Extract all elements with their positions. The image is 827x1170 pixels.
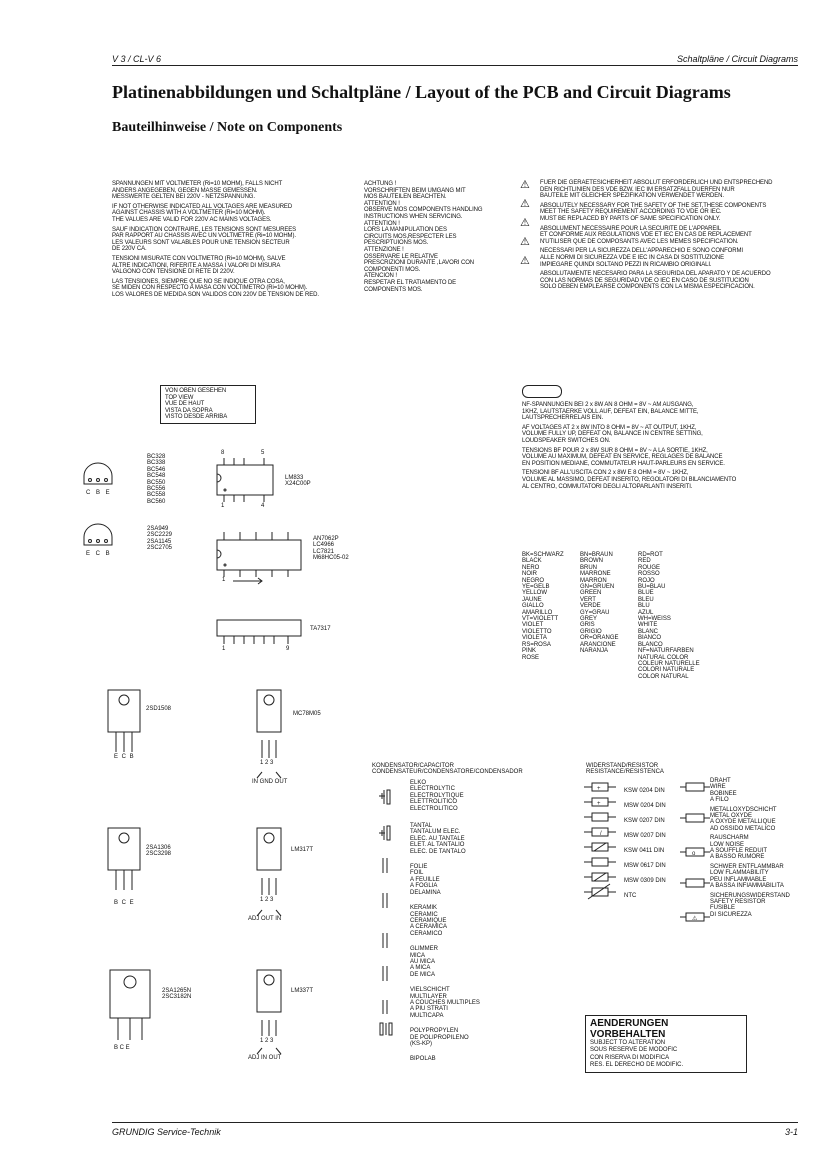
warning-triangle-icon: ⚠ [520, 236, 530, 248]
voltage-note-line: LAS TENSIONES, SIEMPRE QUE NO SE INDIQUE OTRA COSA, [112, 278, 285, 285]
capacitor-type-line: POLYPROPYLEN [410, 1028, 459, 1035]
capacitor-type-line: ELET. AL TANTALIO [410, 842, 465, 849]
safety-note-line: ABSOLUTELY NECESSARY FOR THE SAFETY OF THE SET,THESE COMPONENTS [540, 202, 767, 209]
resistor-kind-line: A BASSO RUMORE [710, 854, 765, 861]
mos-note-line: VORSCHRIFTEN BEIM UMGANG MIT [364, 187, 466, 194]
to220-lm317t [257, 828, 281, 870]
mos-note-line: COMPONENTS MOS. [364, 286, 423, 293]
color-code: AMARILLO [522, 609, 553, 616]
nf-note-line: LOUDSPEAKER SWITCHES ON. [522, 437, 611, 444]
mos-note-line: LORS LA MANIPULATION DES [364, 227, 447, 234]
color-code: BK=SCHWARZ [522, 552, 564, 558]
voltage-note-line: PAR RAPPORT AU CHASSIS AVEC UN VOLTMETRE (Ri=10 MOHM). [112, 233, 296, 240]
nf-notes [522, 402, 736, 490]
mos-note-line: COMPONENTI MOS. [364, 266, 421, 273]
resistor-kind-line: A FILO [710, 797, 729, 804]
safety-note-line: ABSOLUMENT NECESSAIRE POUR LA SECURITE DE L'APPAREIL [540, 225, 722, 232]
capacitor-type-line: ELECTROLYTIQUE [410, 792, 464, 799]
resistor-heading [586, 763, 664, 776]
capacitor-type-line: DE POLIPROPILENO [410, 1034, 469, 1041]
lm833-pin-1: 1 [221, 503, 225, 509]
to220-mc78m05 [257, 690, 281, 732]
mos-note-line: ATTENTION ! [364, 200, 400, 207]
label-2sd1508: 2SD1508 [146, 706, 172, 712]
ic-type: M68HC05-02 [313, 555, 349, 562]
an7062-label [313, 536, 349, 562]
transistor-type: 2SA949 [147, 526, 169, 532]
capacitor-type-line: AU MICA [410, 958, 436, 965]
transistor-type: 2SC3182N [162, 994, 192, 1001]
capacitor-type-line: CERAMIC [410, 911, 438, 918]
capacitor-type-line: ELKO [410, 780, 427, 786]
resistor-kind-line: PEU INFLAMMABLE [710, 876, 767, 883]
pins-2sa1265n: B C E [114, 1045, 130, 1051]
nf-note-line: VOLUME AU MAXIMUM, DEFEAT EN SERVICE, REGLAGES DE BALANCE [522, 454, 723, 461]
an7062-pin-1: 1 [222, 577, 226, 583]
color-code: BN=BRAUN [580, 552, 613, 558]
color-code: GIALLO [522, 603, 544, 610]
mos-note-line: ATENCION ! [364, 273, 397, 280]
fn-lm317t: ADJ OUT IN [248, 916, 282, 922]
color-code: AZUL [638, 609, 654, 616]
mos-note-line: ATTENZIONE ! [364, 246, 404, 253]
transistor-type: 2SA1306 [146, 845, 171, 851]
mos-note-line: ACHTUNG ! [364, 181, 397, 187]
resistor-kind-line: LOW FLAMMABILITY [710, 870, 769, 877]
label-lm337t: LM337T [291, 988, 314, 994]
footer-left: GRUNDIG Service-Technik [112, 1127, 221, 1137]
ic-type: LC4966 [313, 542, 335, 549]
voltage-note-line: THE VALUES ARE VALID FOR 220V AC MAINS VOLTAGES. [112, 216, 272, 223]
transistor-type: 2SC3298 [146, 851, 172, 858]
resistor-heading-line: WIDERSTAND/RESISTOR [586, 763, 659, 769]
resistor-mark-o: o [692, 851, 696, 857]
page-subtitle: Bauteilhinweise / Note on Components [112, 120, 343, 135]
transistor-type: BC556 [147, 486, 166, 493]
pins-2sd1508: E C B [114, 754, 135, 760]
resistor-kind-line: DI SICUREZZA [710, 911, 752, 918]
color-code: BLU [638, 603, 650, 610]
color-code: ARANCIONE [580, 641, 616, 648]
voltage-note-line: ANDERS ANGEGEBEN, GEGEN MASSE GEMESSEN. [112, 187, 258, 194]
color-code: PINK [522, 648, 537, 655]
color-code: YE=GELB [522, 584, 550, 591]
capacitor-type-line: ELETTROLITICO [410, 799, 458, 806]
nf-note-line: 1KHZ, LAUTSTAERKE VOLL AUF, DEFEAT EIN, BALANCE MITTE, [522, 408, 699, 415]
resistor-kind-line: METAL OXYDE [710, 813, 753, 820]
label-2sa1306 [146, 845, 171, 858]
transistor-group1-list [147, 454, 165, 505]
safety-note-line: DEN RICHTLINIEN DES VDE BZW. IEC IM ERSATZFALL DUERFEN NUR [540, 186, 735, 193]
mos-note-line: OSSERVARE LE RELATIVE [364, 253, 438, 260]
transistor-type: BC558 [147, 492, 166, 499]
mos-note-line: OBSERVE MOS COMPONENTS HANDLING [364, 207, 483, 214]
color-code-col1 [522, 552, 564, 661]
color-code: BLACK [522, 558, 542, 565]
capacitor-type-line: DELAMINA [410, 889, 441, 896]
fn-mc78m05: IN GND OUT [252, 779, 288, 785]
dip-package-an7062 [217, 540, 301, 570]
resistor-kind-line: METALLOXYDSCHICHT [710, 806, 777, 813]
to92-package-2 [84, 524, 112, 545]
color-code: NEGRO [522, 577, 545, 584]
warning-triangle-icon: ⚠ [520, 217, 530, 229]
color-code: GN=GRUEN [580, 584, 615, 591]
pins-lm317t: 1 2 3 [260, 897, 274, 903]
safety-note-line: NECESSARI PER LA SICUREZZA DELL'APPARECHIO E SONO CONFORMI [540, 248, 743, 255]
capacitor-type-line: KERAMIK [410, 905, 438, 912]
resistor-kind-line: A OXYDE METALLIQUE [710, 819, 776, 826]
resistor-kinds [710, 778, 790, 918]
lm833-pin-8: 8 [221, 450, 225, 456]
capacitor-type-line: A FEUILLE [410, 876, 440, 883]
color-code: BLEU [638, 596, 654, 603]
color-code: BRUN [580, 564, 598, 571]
voltage-note-line: SPANNUNGEN MIT VOLTMETER (Ri=10 MOHM), FALLS NICHT [112, 181, 283, 187]
safety-note-line: CON LAS NORMAS DE SEGURIDAD VDE O IEC EN CASO DE SUSTITUCION [540, 277, 749, 284]
to220-lm337t [257, 970, 281, 1012]
label-2sa1265n [162, 988, 191, 1001]
color-code: BROWN [580, 558, 603, 565]
changes-title: AENDERUNGEN VORBEHALTEN [590, 1018, 669, 1040]
color-code: GREY [580, 616, 598, 623]
nf-note-line: TENSIONS BF POUR 2 x 8W SUR 8 OHM = 8V ~ A LA SORTIE, 1KHZ, [522, 447, 708, 454]
footer-rule [112, 1122, 798, 1123]
capacitor-type-line: A PIU STRATI [410, 1006, 448, 1013]
sip-package [217, 620, 301, 636]
resistor-type: KSW 0207 DIN [624, 818, 665, 824]
top-view-line: VON OBEN GESEHEN [165, 388, 227, 394]
top-view-line: TOP VIEW [165, 394, 194, 401]
capacitor-type-line: ELECTROLITICO [410, 805, 458, 812]
lm833-pin-5: 5 [261, 450, 265, 456]
ta7317-pin-9: 9 [286, 646, 290, 652]
mos-note-line: PESCRIPTUIONS MOS. [364, 240, 429, 247]
voltage-note-line: VALGONO CON TENSIONE DI RETE DI 220V. [112, 269, 235, 276]
color-code: NATURAL COLOR [638, 654, 689, 661]
capacitor-type-line: TANTALUM ELEC. [410, 829, 461, 836]
dip8-package [217, 465, 273, 495]
resistor-kind-line: RAUSCHARM [710, 835, 749, 842]
color-code: COLOR NATURAL [638, 673, 689, 680]
mos-note-line: MOS BAUTEILEN BEACHTEN. [364, 194, 447, 201]
color-code: ROUGE [638, 564, 661, 571]
warning-triangle-icon: ⚠ [520, 179, 530, 191]
oval-symbol [522, 385, 562, 398]
mos-note-line: ATTENTION ! [364, 220, 400, 227]
capacitor-type-line: CERAMIQUE [410, 917, 447, 924]
voltage-note-line: MESSWERTE GELTEN BEI 220V - NETZSPANNUNG. [112, 194, 255, 201]
resistor-kind-line: DRAHT [710, 778, 731, 784]
pins-lm337t: 1 2 3 [260, 1038, 274, 1044]
color-code: ROSE [522, 654, 540, 661]
resistor-mark-plus: + [597, 786, 601, 792]
color-code-col3 [638, 552, 700, 680]
changes-line: SUBJECT TO ALTERATION [590, 1040, 666, 1046]
resistor-kind-line: A BASSA INFIAMMABILITA [710, 883, 784, 890]
color-code: BU=BLAU [638, 584, 666, 591]
safety-notes [540, 180, 772, 291]
ic-type: AN7062P [313, 536, 339, 542]
color-code: JAUNE [522, 596, 542, 603]
color-code: BLANC [638, 628, 659, 635]
lm833-pin-4: 4 [261, 503, 265, 509]
capacitor-type-line: A COUCHES MULTIPLES [410, 999, 480, 1006]
voltage-note-line: DE 220V CA. [112, 246, 147, 253]
voltage-notes [112, 181, 319, 299]
safety-note-line: MEET THE SAFETY REQUIREMENT ACCORDING TO VDE OR IEC. [540, 209, 722, 216]
resistor-kind-line: AD OSSIDO METALICO [710, 825, 776, 832]
color-code: MARRONE [580, 571, 611, 578]
color-code: COLEUR NATURELLE [638, 660, 700, 667]
resistor-kind-line: SICHERUNGSWIDERSTAND [710, 892, 790, 899]
safety-note-line: ABSOLUTAMENTE NECESARIO PARA LA SEGURIDA DEL APARATO Y DE ACUERDO [540, 271, 771, 278]
top-view-line: VISTO DESDE ARRIBA [165, 414, 228, 421]
nf-note-line: NF-SPANNUNGEN BEI 2 x 8W AN 8 OHM = 8V ~ AM AUSGANG, [522, 402, 694, 408]
changes-line: SOUS RESERVE DE MODOFIC [590, 1047, 678, 1054]
resistor-kind-line: A SOUFFLE REDUIT [710, 848, 768, 855]
capacitor-type-line: A FOGLIA [410, 883, 438, 890]
color-code: VIOLETA [522, 635, 547, 642]
ta7317-label: TA7317 [310, 626, 331, 632]
color-code: NARANJA [580, 648, 609, 655]
to220-2sa1306 [108, 828, 140, 870]
voltage-note-line: SAUF INDICATION CONTRAIRE, LES TENSIONS SONT MESUREES [112, 226, 297, 233]
transistor-type: 2SC2705 [147, 545, 173, 552]
top-view-line: VISTA DA SOPRA [165, 407, 213, 414]
color-code: NOIR [522, 571, 537, 578]
capacitor-type-line: VIELSCHICHT [410, 987, 450, 994]
capacitor-heading-line: KONDENSATOR/CAPACITOR [372, 763, 454, 769]
nf-note-line: AL CENTRO, COMMUTATORI DEGLI ALTOPARLANTI INSERITI. [522, 483, 693, 490]
nf-note-line: AF VOLTAGES AT 2 x 8W INTO 8 OHM = 8V ~ AT OUTPUT, 1KHZ, [522, 424, 697, 431]
capacitor-type-line: GLIMMER [410, 946, 439, 953]
resistor-type: KSW 0411 DIN [624, 848, 665, 854]
capacitor-items [410, 780, 480, 1063]
top-view-box [160, 385, 256, 424]
resistor-type: MSW 0617 DIN [624, 863, 666, 869]
page-title: Platinenabbildungen und Schaltpläne / Layout of the PCB and Circuit Diagrams [112, 82, 731, 102]
color-code: WH=WEISS [638, 616, 671, 623]
ic-type: LC7821 [313, 548, 335, 555]
color-code: GREEN [580, 590, 602, 597]
mos-note-line: INSTRUCTIONS WHEN SERVICING. [364, 213, 463, 220]
color-code: BLUE [638, 590, 654, 597]
changes-line: CON RISERVA DI MODIFICA [590, 1054, 670, 1061]
capacitor-type-line: MULTILAYER [410, 993, 447, 1000]
safety-note-line: FUER DIE GERAETESICHERHEIT ABSOLUT ERFORDERLICH UND ENTSPRECHEND [540, 180, 773, 186]
changes-lines [590, 1040, 742, 1070]
resistor-kind-line: BOBINEE [710, 790, 737, 797]
label-lm317t: LM317T [291, 847, 314, 853]
resistor-kind-line: WIRE [710, 784, 726, 791]
capacitor-symbols [379, 790, 392, 1035]
ta7317-pin-1: 1 [222, 646, 226, 652]
color-code: GY=GRAU [580, 609, 610, 616]
resistor-type: NTC [624, 893, 637, 899]
color-code: BIANCO [638, 635, 662, 642]
changes-reserved-box [585, 1015, 747, 1073]
warning-icons [520, 180, 536, 267]
resistor-mark-triangle: ⚠ [692, 916, 698, 922]
safety-note-line: MUST BE REPLACED BY PARTS OF SAME SPECIFICATION ONLY. [540, 215, 721, 222]
color-code: VERDE [580, 603, 601, 610]
mos-notes [364, 181, 482, 293]
header-left: V 3 / CL-V 6 [112, 54, 162, 64]
transistor-type: BC328 [147, 454, 166, 460]
nf-note-line: TENSIONI BF ALL'USCITA CON 2 x 8W E 8 OHM = 8V ~ 1KHZ, [522, 470, 689, 477]
transistor-type: BC548 [147, 473, 166, 480]
transistor-type: BC550 [147, 479, 166, 486]
header-right: Schaltpläne / Circuit Diagrams [676, 54, 798, 64]
voltage-note-line: SE MIDEN CON RESPECTO A MASA CON VOLTIMETRO (Ri=10 MOHM). [112, 285, 308, 292]
transistor-type: 2SA1265N [162, 988, 192, 994]
resistor-types [624, 784, 666, 904]
safety-note-line: ET CONFORME AUX REGULATIONS VDE ET IEC EN CAS DE REPLACEMENT [540, 232, 752, 239]
footer-page-number: 3-1 [784, 1127, 798, 1137]
lm833-label [285, 475, 311, 488]
transistor-type: BC546 [147, 466, 166, 473]
color-code: VIOLETTO [522, 628, 552, 635]
mos-note-line: CIRCUITS MOS,RESPECTER LES [364, 233, 457, 240]
color-code: ROSSO [638, 571, 660, 578]
safety-note-line: BAUTEILE MIT GLEICHER SPEZIFIKATION VERWENDET WERDEN. [540, 193, 724, 200]
resistor-type: MSW 0207 DIN [624, 833, 666, 839]
voltage-note-line: LES VALEURS SONT VALABLES POUR UNE TENSION SECTEUR [112, 239, 290, 246]
changes-line: RES. EL DERECHO DE MODIFIC. [590, 1062, 684, 1069]
color-code: VT=VIOLETT [522, 616, 559, 623]
capacitor-type-line: BIPOLAB [410, 1056, 436, 1063]
capacitor-type-line: ELEC. AU TANTALE [410, 835, 465, 842]
capacitor-type-line: CERAMICO [410, 930, 443, 937]
resistor-type: MSW 0204 DIN [624, 803, 666, 809]
capacitor-type-line: ELEC. DE TANTALO [410, 848, 466, 855]
capacitor-type-line: A MICA [410, 965, 431, 972]
capacitor-type-line: ELECTROLYTIC [410, 786, 455, 793]
transistor-group2-list [147, 526, 172, 552]
safety-note-line: IMPIEGARE QUINDI SOLTANO PEZZI IN RICAMBIO ORIGINALI. [540, 261, 712, 268]
capacitor-type-line: FOIL [410, 870, 424, 877]
color-code: MARRON [580, 577, 607, 584]
transistor-group1-pins: C B E [86, 490, 112, 496]
to92-package-1 [84, 463, 112, 484]
transistor-group2-pins: E C B [86, 551, 112, 557]
transistor-type: BC338 [147, 460, 166, 467]
resistor-kind-line: SCHWER ENTFLAMMBAR [710, 863, 784, 870]
to220-2sd1508 [108, 690, 140, 732]
color-code: NERO [522, 564, 540, 571]
fn-lm337t: ADJ IN OUT [248, 1055, 282, 1061]
resistor-type: KSW 0204 DIN [624, 788, 665, 794]
nf-note-line: VOLUME FULLY UP, DEFEAT ON, BALANCE IN CENTRE SETTING, [522, 431, 703, 438]
resistor-type: MSW 0309 DIN [624, 878, 666, 884]
voltage-note-line: IF NOT OTHERWISE INDICATED ALL VOLTAGES ARE MEASURED [112, 203, 293, 210]
mos-note-line: RESPETAR EL TRATIAMENTO DE [364, 279, 457, 286]
capacitor-heading-line: CONDENSATEUR/CONDENSATORE/CONDENSADOR [372, 769, 523, 776]
capacitor-type-line: A CERAMICA [410, 924, 448, 931]
color-code: BLANCO [638, 641, 663, 648]
pins-mc78m05: 1 2 3 [260, 760, 274, 766]
capacitor-type-line: (KS-KP) [410, 1041, 433, 1047]
color-code: RED [638, 558, 651, 565]
resistor-heading-line: RESISTANCE/RESISTENCA [586, 769, 664, 776]
color-code: OR=ORANGE [580, 635, 619, 642]
header-rule [112, 65, 798, 66]
nf-note-line: EN POSITION MEDIANE, COMMUTATEUR HAUT-PARLEURS EN SERVICE. [522, 460, 725, 467]
safety-note-line: ALLE NORMI DI SICUREZZA VDE E IEC IN CASA DI SOSTITUZIONE [540, 254, 725, 261]
voltage-note-line: LOS VALORES DE MEDIDA SON VALIDOS CON 220V DE TENSION DE RED. [112, 291, 319, 298]
top-view-line: VUE DE HAUT [165, 401, 205, 408]
voltage-note-line: ALTRE INDICATIONI, RIFERITE A MASSA I VALORI DI MISURA [112, 262, 281, 269]
color-code: YELLOW [522, 590, 548, 597]
ic-type: X24C00P [285, 481, 311, 488]
color-code: GRIGIO [580, 628, 602, 635]
resistor-kind-line: FUSIBLE [710, 905, 736, 912]
warning-triangle-icon: ⚠ [520, 198, 530, 210]
capacitor-type-line: MICA [410, 952, 425, 959]
capacitor-type-line: DE MICA [410, 971, 436, 978]
resistor-mark-plus: + [597, 801, 601, 807]
nf-note-line: LAUTSPRECHERRELAIS EIN. [522, 415, 604, 422]
color-code: RS=ROSA [522, 641, 551, 648]
color-code: COLORI NATURALE [638, 667, 695, 674]
color-code: NF=NATURFARBEN [638, 648, 694, 655]
voltage-note-line: AGAINST CHASSIS WITH A VOLTMETER (Ri=10 MOHM). [112, 210, 266, 217]
ic-type: LM833 [285, 475, 304, 481]
color-code: WHITE [638, 622, 658, 629]
capacitor-type-line: MULTICAPA [410, 1012, 444, 1019]
color-code: ROJO [638, 577, 655, 584]
resistor-mark-slash: / [600, 831, 602, 837]
capacitor-type-line: FOLIE [410, 864, 428, 871]
mos-note-line: PRESCRIZIONI DURANTE ,LAVORI CON [364, 260, 475, 267]
warning-triangle-icon: ⚠ [520, 255, 530, 267]
color-code: GRIS [580, 622, 595, 629]
safety-note-line: N'UTILISER QUE DE COMPOSANTS AVEC LES MEMES SPECIFICATION. [540, 238, 739, 245]
color-code-col2 [580, 552, 619, 655]
transistor-type: BC560 [147, 498, 166, 505]
resistor-kind-line: LOW NOISE [710, 841, 745, 848]
safety-note-line: SOLO DEBEN EMPLEARSE COMPONENTS CON LA MISMA ESPECIFICACION. [540, 284, 755, 291]
nf-note-line: VOLUME AL MASSIMO, DEFEAT INSERITO, REGOLATORI DI BILANCIAMENTO [522, 476, 737, 483]
color-code: VIOLET [522, 622, 544, 629]
transistor-type: 2SA1145 [147, 538, 172, 545]
pins-2sa1306: B C E [114, 900, 135, 906]
color-code: VERT [580, 596, 596, 603]
to3p-2sa1265n [110, 970, 150, 1018]
transistor-type: 2SC2229 [147, 532, 173, 539]
voltage-note-line: TENSIONI MISURATE CON VOLTMETRO (Ri=10 MOHM), SALVE [112, 255, 286, 262]
label-mc78m05: MC78M05 [293, 711, 321, 717]
capacitor-heading [372, 763, 523, 776]
capacitor-type-line: TANTAL [410, 823, 433, 830]
color-code: RD=ROT [638, 552, 663, 558]
resistor-kind-line: SAFETY RESISTOR [710, 898, 766, 905]
